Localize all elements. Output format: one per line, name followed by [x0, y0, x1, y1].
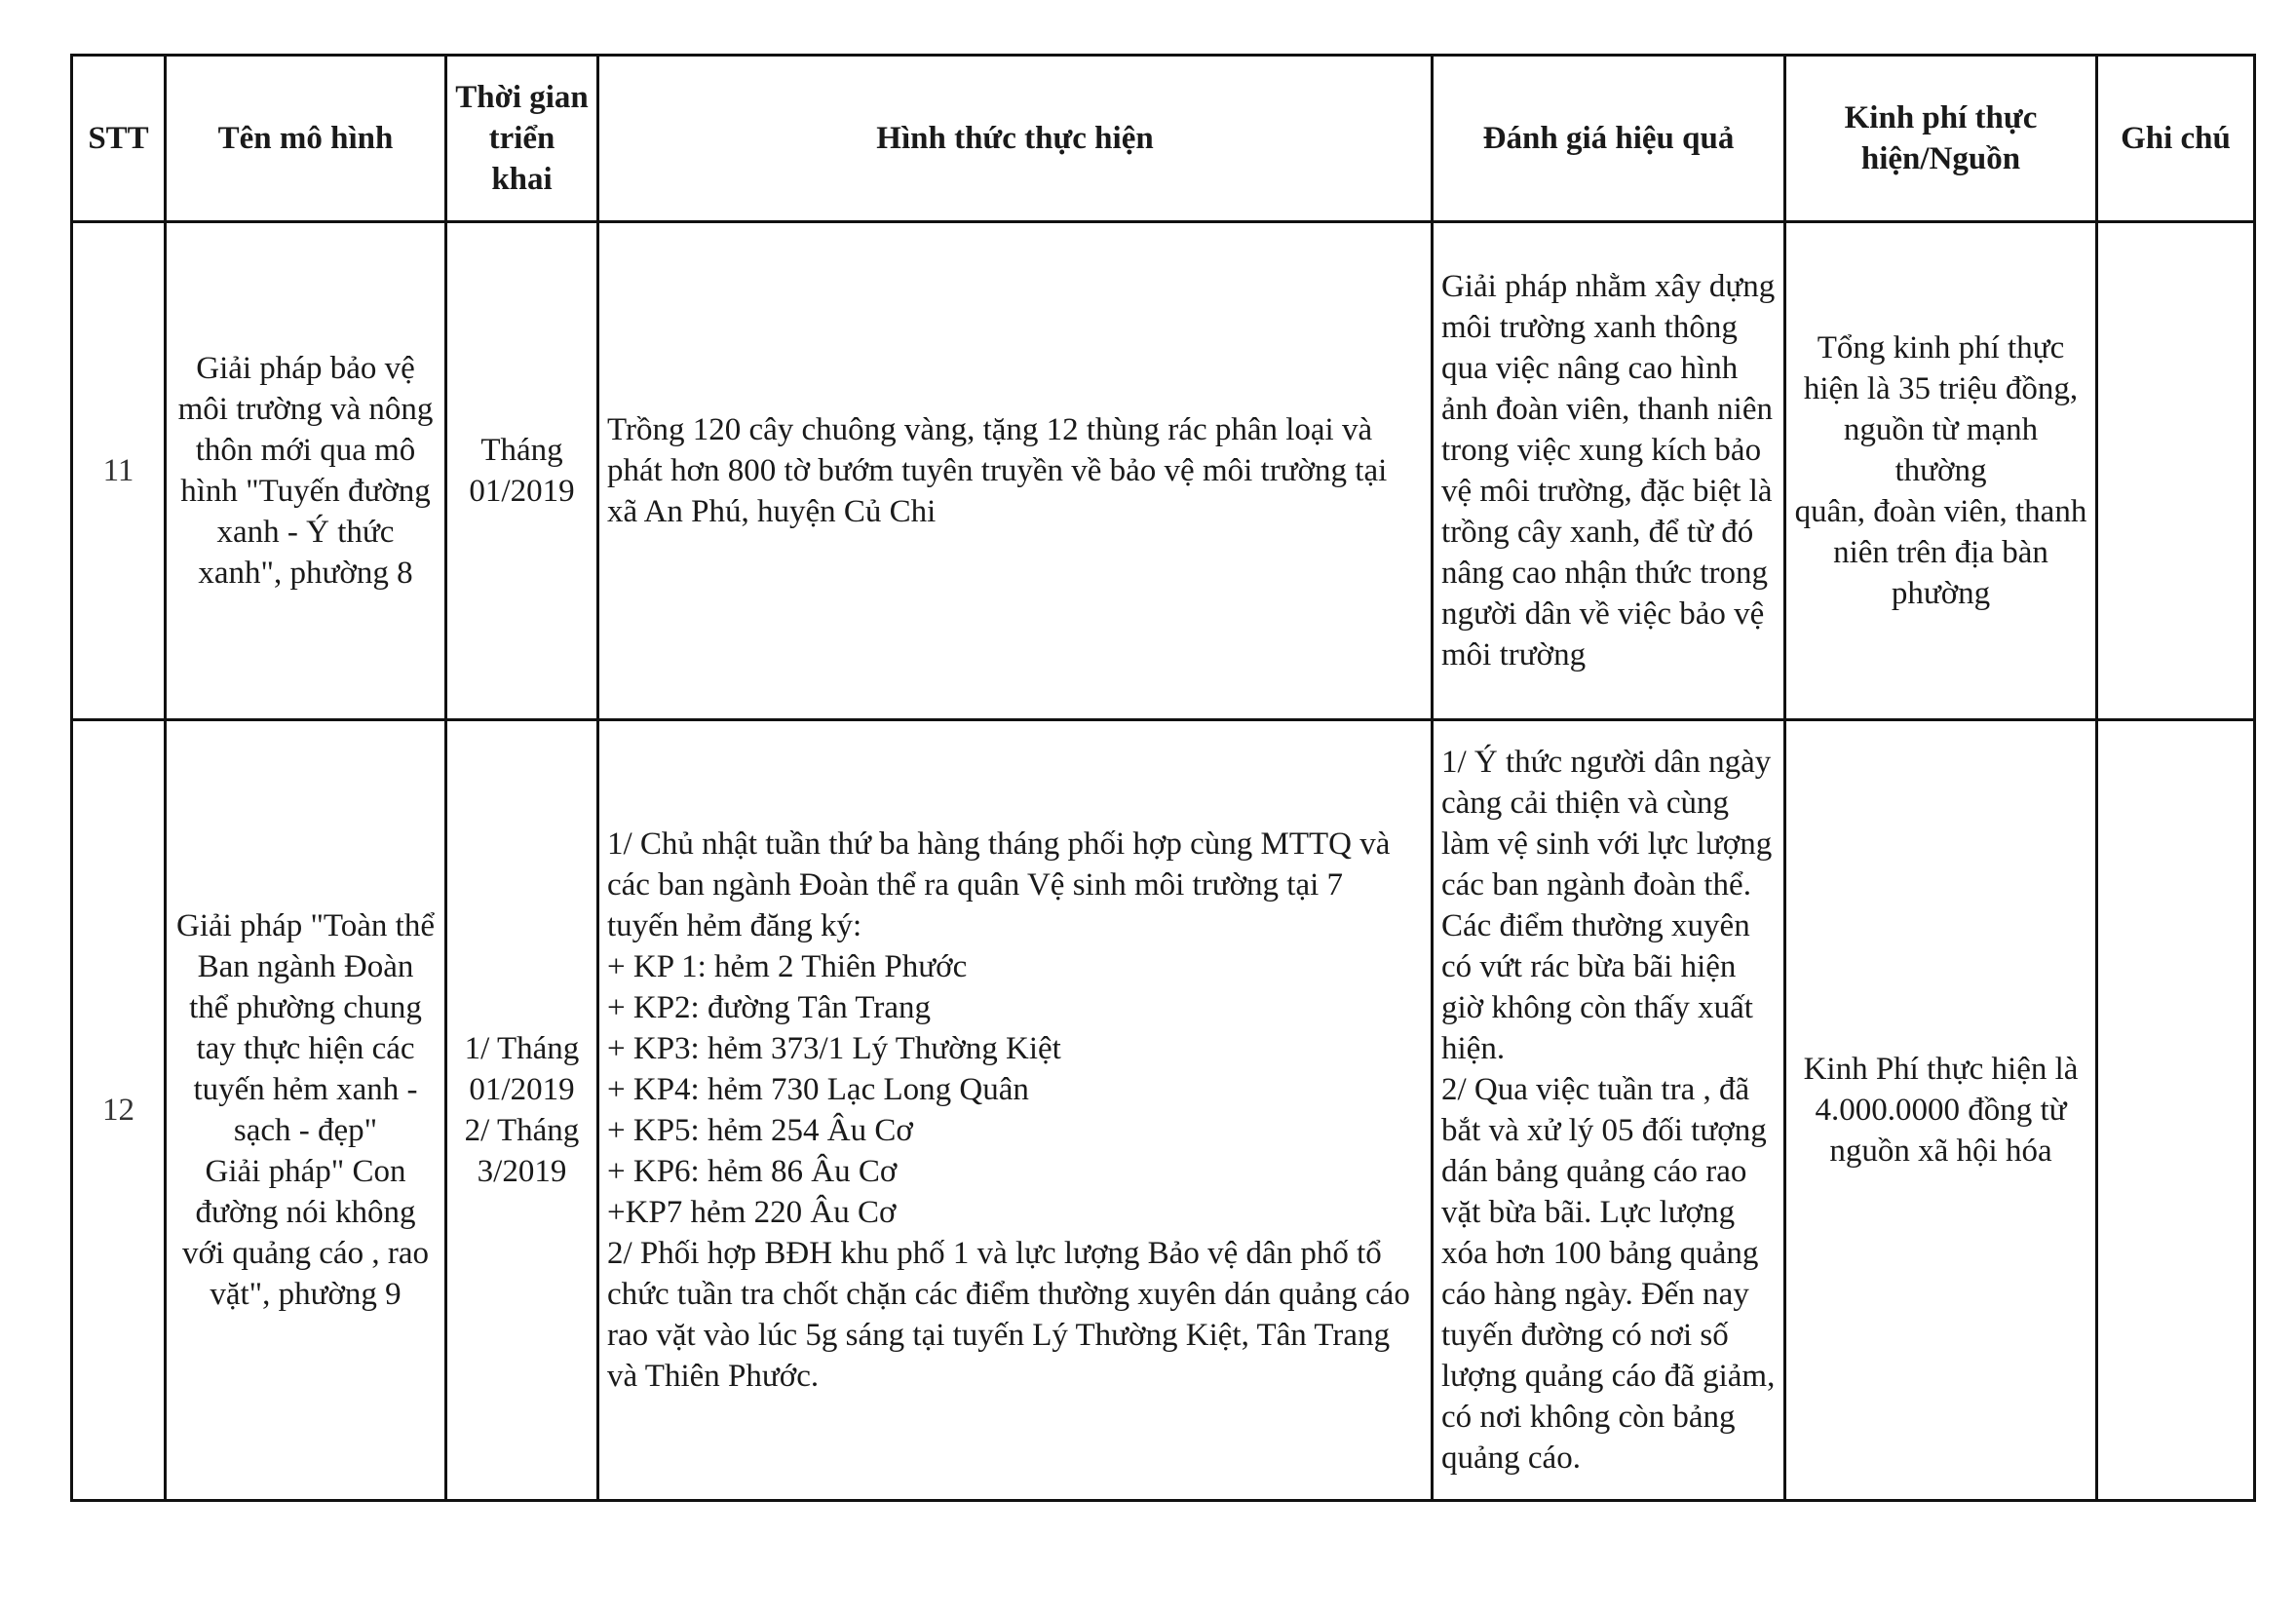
header-stt: STT: [72, 56, 166, 222]
table-row: [72, 720, 2255, 1501]
cell-line: 01/2019: [469, 474, 575, 509]
cell-line: dán bảng quảng cáo rao: [1441, 1154, 1747, 1189]
cell-line: vặt bừa bãi. Lực lượng: [1441, 1195, 1736, 1230]
cell-line: có vứt rác bừa bãi hiện: [1441, 949, 1737, 984]
cell-line: giờ không còn thấy xuất: [1441, 990, 1753, 1025]
cell-ghi-chu: [2097, 720, 2255, 1501]
header-kinh-phi: Kinh phí thực hiện/Nguồn: [1785, 56, 2097, 222]
cell-line: Trồng 120 cây chuông vàng, tặng 12 thùng rác phân loại và: [607, 412, 1373, 447]
cell-line: xanh", phường 8: [198, 556, 413, 591]
header-ten-mo-hinh: Tên mô hình: [166, 56, 446, 222]
cell-line: Ban ngành Đoàn: [197, 949, 414, 984]
cell-line: + KP 1: hẻm 2 Thiên Phước: [607, 949, 968, 984]
cell-line: 3/2019: [477, 1154, 567, 1189]
cell-hinh-thuc: [598, 222, 1433, 720]
cell-line: rao vặt vào lúc 5g sáng tại tuyến Lý Thường Kiệt, Tân Trang: [607, 1318, 1391, 1353]
cell-line: làm vệ sinh với lực lượng: [1441, 826, 1773, 862]
cell-line: Giải pháp nhằm xây dựng: [1441, 269, 1776, 304]
header-danh-gia: Đánh giá hiệu quả: [1433, 56, 1785, 222]
cell-line: Giải pháp" Con: [205, 1154, 406, 1189]
cell-line: + KP4: hẻm 730 Lạc Long Quân: [607, 1072, 1029, 1107]
cell-line: xã An Phú, huyện Củ Chi: [607, 494, 937, 529]
cell-line: tay thực hiện các: [196, 1031, 415, 1066]
cell-line: chức tuần tra chốt chặn các điểm thường xuyên dán quảng cáo: [607, 1277, 1410, 1312]
cell-line: tuyến hẻm đăng ký:: [607, 908, 862, 943]
cell-line: + KP6: hẻm 86 Âu Cơ: [607, 1154, 898, 1189]
cell-line: quân, đoàn viên, thanh: [1794, 494, 2087, 529]
table-row: [72, 222, 2255, 720]
cell-line: niên trên địa bàn: [1833, 535, 2048, 570]
cell-line: Tháng: [480, 433, 563, 468]
cell-line: và Thiên Phước.: [607, 1359, 820, 1394]
cell-line: các ban ngành Đoàn thể ra quân Vệ sinh môi trường tại 7: [607, 867, 1344, 903]
cell-kinh-phi: [1785, 222, 2097, 720]
cell-ten-mo-hinh: [166, 222, 446, 720]
cell-line: môi trường và nông: [177, 392, 434, 427]
cell-line: cáo hàng ngày. Đến nay: [1441, 1277, 1749, 1312]
cell-line: với quảng cáo , rao: [182, 1236, 429, 1271]
cell-line: 2/ Qua việc tuần tra , đã: [1441, 1072, 1750, 1107]
cell-line: lượng quảng cáo đã giảm,: [1441, 1359, 1776, 1394]
cell-hinh-thuc: [598, 720, 1433, 1501]
cell-line: trồng cây xanh, để từ đó: [1441, 515, 1754, 550]
cell-line: trong việc xung kích bảo: [1441, 433, 1762, 468]
cell-line: + KP3: hẻm 373/1 Lý Thường Kiệt: [607, 1031, 1061, 1066]
cell-line: Tổng kinh phí thực: [1817, 330, 2065, 365]
cell-line: hiện.: [1441, 1031, 1506, 1066]
cell-line: thể phường chung: [189, 990, 422, 1025]
cell-line: môi trường: [1441, 637, 1587, 672]
cell-ten-mo-hinh: [166, 720, 446, 1501]
header-hinh-thuc: Hình thức thực hiện: [598, 56, 1433, 222]
cell-line: vệ môi trường, đặc biệt là: [1441, 474, 1773, 509]
cell-line: 1/ Ý thức người dân ngày: [1441, 745, 1772, 780]
cell-line: môi trường xanh thông: [1441, 310, 1738, 345]
cell-line: tuyến đường có nơi số: [1441, 1318, 1729, 1353]
cell-line: qua việc nâng cao hình: [1441, 351, 1739, 386]
cell-line: thôn mới qua mô: [195, 433, 416, 468]
cell-line: xanh - Ý thức: [216, 515, 395, 550]
cell-line: người dân về việc bảo vệ: [1441, 596, 1765, 632]
cell-line: nâng cao nhận thức trong: [1441, 556, 1768, 591]
cell-stt: 12: [72, 720, 166, 1501]
cell-line: bắt và xử lý 05 đối tượng: [1441, 1113, 1767, 1148]
cell-thoi-gian: [446, 222, 598, 720]
cell-line: các ban ngành đoàn thể.: [1441, 867, 1751, 903]
header-thoi-gian: Thời gian triển khai: [446, 56, 598, 222]
cell-line: + KP2: đường Tân Trang: [607, 990, 932, 1025]
models-table: [70, 54, 2256, 1502]
cell-line: nguồn xã hội hóa: [1829, 1134, 2052, 1169]
cell-line: 1/ Tháng: [464, 1031, 580, 1066]
cell-line: càng cải thiện và cùng: [1441, 786, 1730, 821]
cell-line: nguồn từ mạnh thường: [1843, 412, 2039, 488]
cell-ghi-chu: [2097, 222, 2255, 720]
cell-line: xóa hơn 100 bảng quảng: [1441, 1236, 1759, 1271]
cell-line: Các điểm thường xuyên: [1441, 908, 1750, 943]
cell-line: 2/ Tháng: [464, 1113, 580, 1148]
cell-line: có nơi không còn bảng: [1441, 1400, 1736, 1435]
cell-line: Giải pháp "Toàn thể: [176, 908, 435, 943]
cell-line: 2/ Phối hợp BĐH khu phố 1 và lực lượng Bảo vệ dân phố tổ: [607, 1236, 1382, 1271]
cell-line: sạch - đẹp": [233, 1113, 378, 1148]
cell-line: Giải pháp bảo vệ: [196, 351, 415, 386]
cell-line: phường: [1891, 576, 1991, 611]
cell-line: hình "Tuyến đường: [180, 474, 431, 509]
cell-kinh-phi: [1785, 720, 2097, 1501]
cell-thoi-gian: [446, 720, 598, 1501]
cell-line: đường nói không: [195, 1195, 416, 1230]
cell-line: 1/ Chủ nhật tuần thứ ba hàng tháng phối hợp cùng MTTQ và: [607, 826, 1391, 862]
cell-line: Kinh Phí thực hiện là: [1803, 1052, 2079, 1087]
cell-line: 01/2019: [469, 1072, 575, 1107]
cell-line: 4.000.0000 đồng từ: [1815, 1093, 2067, 1128]
cell-line: quảng cáo.: [1441, 1441, 1581, 1476]
cell-line: + KP5: hẻm 254 Âu Cơ: [607, 1113, 913, 1148]
cell-danh-gia: [1433, 720, 1785, 1501]
cell-line: ảnh đoàn viên, thanh niên: [1441, 392, 1773, 427]
cell-danh-gia: [1433, 222, 1785, 720]
header-ghi-chu: Ghi chú: [2097, 56, 2255, 222]
header-row: [72, 56, 2255, 222]
cell-line: phát hơn 800 tờ bướm tuyên truyền về bảo vệ môi trường tại: [607, 453, 1388, 488]
cell-stt: 11: [72, 222, 166, 720]
cell-line: vặt", phường 9: [210, 1277, 402, 1312]
cell-line: tuyến hẻm xanh -: [193, 1072, 418, 1107]
cell-line: hiện là 35 triệu đồng,: [1803, 371, 2079, 406]
cell-line: +KP7 hẻm 220 Âu Cơ: [607, 1195, 897, 1230]
